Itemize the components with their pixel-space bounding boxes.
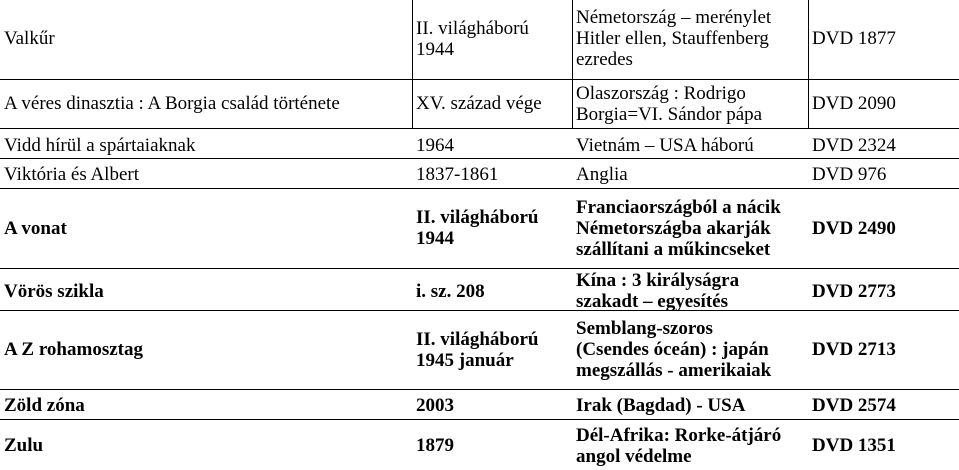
- dvd-text: DVD 2574: [812, 394, 896, 416]
- cell-dvd: [812, 421, 957, 470]
- topic-text: Németországba akarják: [576, 217, 771, 239]
- title-text: Zöld zóna: [4, 394, 85, 416]
- cell-dvd: [812, 270, 957, 312]
- cell-topic: [576, 188, 806, 268]
- topic-text: angol védelme: [576, 445, 692, 467]
- topic-text: szakadt – egyesítés: [576, 291, 728, 312]
- topic-text: Vietnám – USA háború: [576, 134, 754, 156]
- period-text: II. világháború: [416, 328, 539, 350]
- dvd-text: DVD 2713: [812, 339, 896, 360]
- cell-topic: [576, 421, 806, 470]
- cell-period: [416, 79, 570, 128]
- title-text: A Z rohamosztag: [4, 339, 143, 360]
- period-text: i. sz. 208: [416, 280, 485, 302]
- cell-title: [4, 270, 410, 312]
- title-text: A vonat: [4, 217, 67, 239]
- cell-topic: [576, 310, 806, 389]
- cell-dvd: [812, 310, 957, 389]
- row-divider: [0, 268, 959, 269]
- topic-text: Olaszország : Rodrigo: [576, 82, 746, 104]
- topic-text: Anglia: [576, 163, 628, 185]
- cell-title: [4, 0, 410, 78]
- row-divider: [0, 128, 959, 129]
- title-text: Viktória és Albert: [4, 163, 139, 185]
- dvd-text: DVD 2490: [812, 217, 896, 239]
- cell-dvd: [812, 159, 957, 189]
- dvd-text: DVD 2324: [812, 134, 896, 156]
- cell-period: [416, 310, 570, 389]
- cell-dvd: [812, 0, 957, 78]
- cell-title: [4, 79, 410, 128]
- dvd-text: DVD 2773: [812, 280, 896, 302]
- cell-topic: [576, 159, 806, 189]
- dvd-text: DVD 2090: [812, 93, 896, 114]
- topic-text: Semblang-szoros: [576, 318, 713, 339]
- title-text: Valkűr: [4, 28, 55, 49]
- topic-text: szállítani a műkincseket: [576, 238, 771, 260]
- column-divider: [412, 0, 413, 128]
- cell-period: [416, 390, 570, 420]
- topic-text: Dél-Afrika: Rorke-átjáró: [576, 424, 782, 446]
- cell-dvd: [812, 130, 957, 160]
- cell-period: [416, 0, 570, 78]
- cell-title: [4, 130, 410, 160]
- period-text: II. világháború: [416, 17, 529, 39]
- period-text: 1944: [416, 38, 454, 60]
- cell-topic: [576, 270, 806, 312]
- topic-text: Kína : 3 királyságra: [576, 270, 740, 291]
- title-text: Vörös szikla: [4, 280, 104, 302]
- period-text: XV. század vége: [416, 93, 542, 114]
- cell-title: [4, 159, 410, 189]
- cell-period: [416, 130, 570, 160]
- title-text: Zulu: [4, 435, 44, 456]
- cell-topic: [576, 390, 806, 420]
- period-text: 1944: [416, 228, 454, 249]
- topic-text: (Csendes óceán) : japán: [576, 339, 769, 360]
- cell-period: [416, 421, 570, 470]
- cell-dvd: [812, 188, 957, 268]
- cell-dvd: [812, 79, 957, 128]
- title-text: A véres dinasztia : A Borgia család története: [4, 93, 340, 114]
- dvd-text: DVD 976: [812, 163, 887, 185]
- dvd-text: DVD 1351: [812, 435, 896, 456]
- topic-text: Borgia=VI. Sándor pápa: [576, 103, 763, 125]
- period-text: 1837-1861: [416, 163, 499, 185]
- dvd-text: DVD 1877: [812, 28, 896, 49]
- cell-topic: [576, 79, 806, 128]
- period-text: 2003: [416, 394, 454, 416]
- cell-topic: [576, 0, 806, 78]
- period-text: II. világháború: [416, 207, 539, 228]
- cell-period: [416, 159, 570, 189]
- topic-text: Irak (Bagdad) - USA: [576, 394, 746, 416]
- topic-text: Franciaországból a nácik: [576, 196, 781, 218]
- period-text: 1964: [416, 134, 454, 156]
- period-text: 1879: [416, 435, 454, 456]
- cell-title: [4, 310, 410, 389]
- cell-title: [4, 390, 410, 420]
- cell-period: [416, 270, 570, 312]
- period-text: 1945 január: [416, 349, 514, 371]
- cell-topic: [576, 130, 806, 160]
- topic-text: ezredes: [576, 49, 633, 70]
- cell-title: [4, 188, 410, 268]
- title-text: Vidd hírül a spártaiaknak: [4, 134, 196, 156]
- cell-dvd: [812, 390, 957, 420]
- column-divider: [572, 0, 573, 128]
- column-divider: [808, 0, 809, 128]
- topic-text: Németország – merénylet: [576, 7, 772, 28]
- cell-period: [416, 188, 570, 268]
- topic-text: megszállás - amerikaiak: [576, 360, 772, 381]
- topic-text: Hitler ellen, Stauffenberg: [576, 28, 769, 49]
- cell-title: [4, 421, 410, 470]
